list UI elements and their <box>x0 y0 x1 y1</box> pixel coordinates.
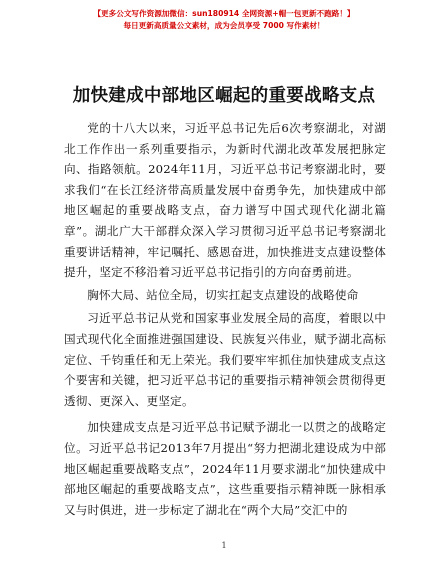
section-heading: 胸怀大局、站位全局，切实扛起支点建设的战略使命 <box>87 287 359 302</box>
promo-banner-line-1: 【更多公文写作资源加微信：sun180914 全网资源+帽一包更新不跑路！】 <box>93 9 355 18</box>
document-title: 加快建成中部地区崛起的重要战略支点 <box>72 86 376 106</box>
paragraph-mission: 习近平总书记从党和国家事业发展全局的高度，着眼以中国式现代化全面推进强国建设、民族复兴伟业，赋予湖北高标定位、千钧重任和无上荣光。我们要牢牢抓住加快建成支点这个要害和关键，把习近平总书记的重要指示精神领会贯彻得更透彻、更深入、更坚定。 <box>64 311 386 408</box>
paragraph-strategic-position: 加快建成支点是习近平总书记赋予湖北一以贯之的战略定位。习近平总书记2013年7月提出“努力把湖北建设成为中部地区崛起重要战略支点”，2024年11月要求湖北“加快建成中部地区崛起的重要战略支点”，这些重要指示精神既一脉相承又与时俱进，进一步标定了湖北在“两个大局”交汇中的 <box>64 420 386 517</box>
paragraph-intro: 党的十八大以来，习近平总书记先后6次考察湖北，对湖北工作作出一系列重要指示，为新时代湖北改革发展把脉定向、指路领航。2024年11月，习近平总书记考察湖北时，要求我们“在长江经济带高质量发展中奋勇争先，加快建成中部地区崛起的重要战略支点，奋力谱写中国式现代化湖北篇章”。湖北广大干部群众深入学习贯彻习近平总书记考察湖北重要讲话精神，牢记嘱托、感恩奋进，加快推进支点建设整体提升，坚定不移沿着习近平总书记指引的方向奋勇前进。 <box>64 121 386 280</box>
promo-banner-line-2: 每日更新高质量公文素材，成为会员享受 7000 写作素材！ <box>123 21 325 30</box>
document-body <box>64 118 386 520</box>
page-number: 1 <box>221 541 227 550</box>
promo-banner <box>0 8 448 32</box>
